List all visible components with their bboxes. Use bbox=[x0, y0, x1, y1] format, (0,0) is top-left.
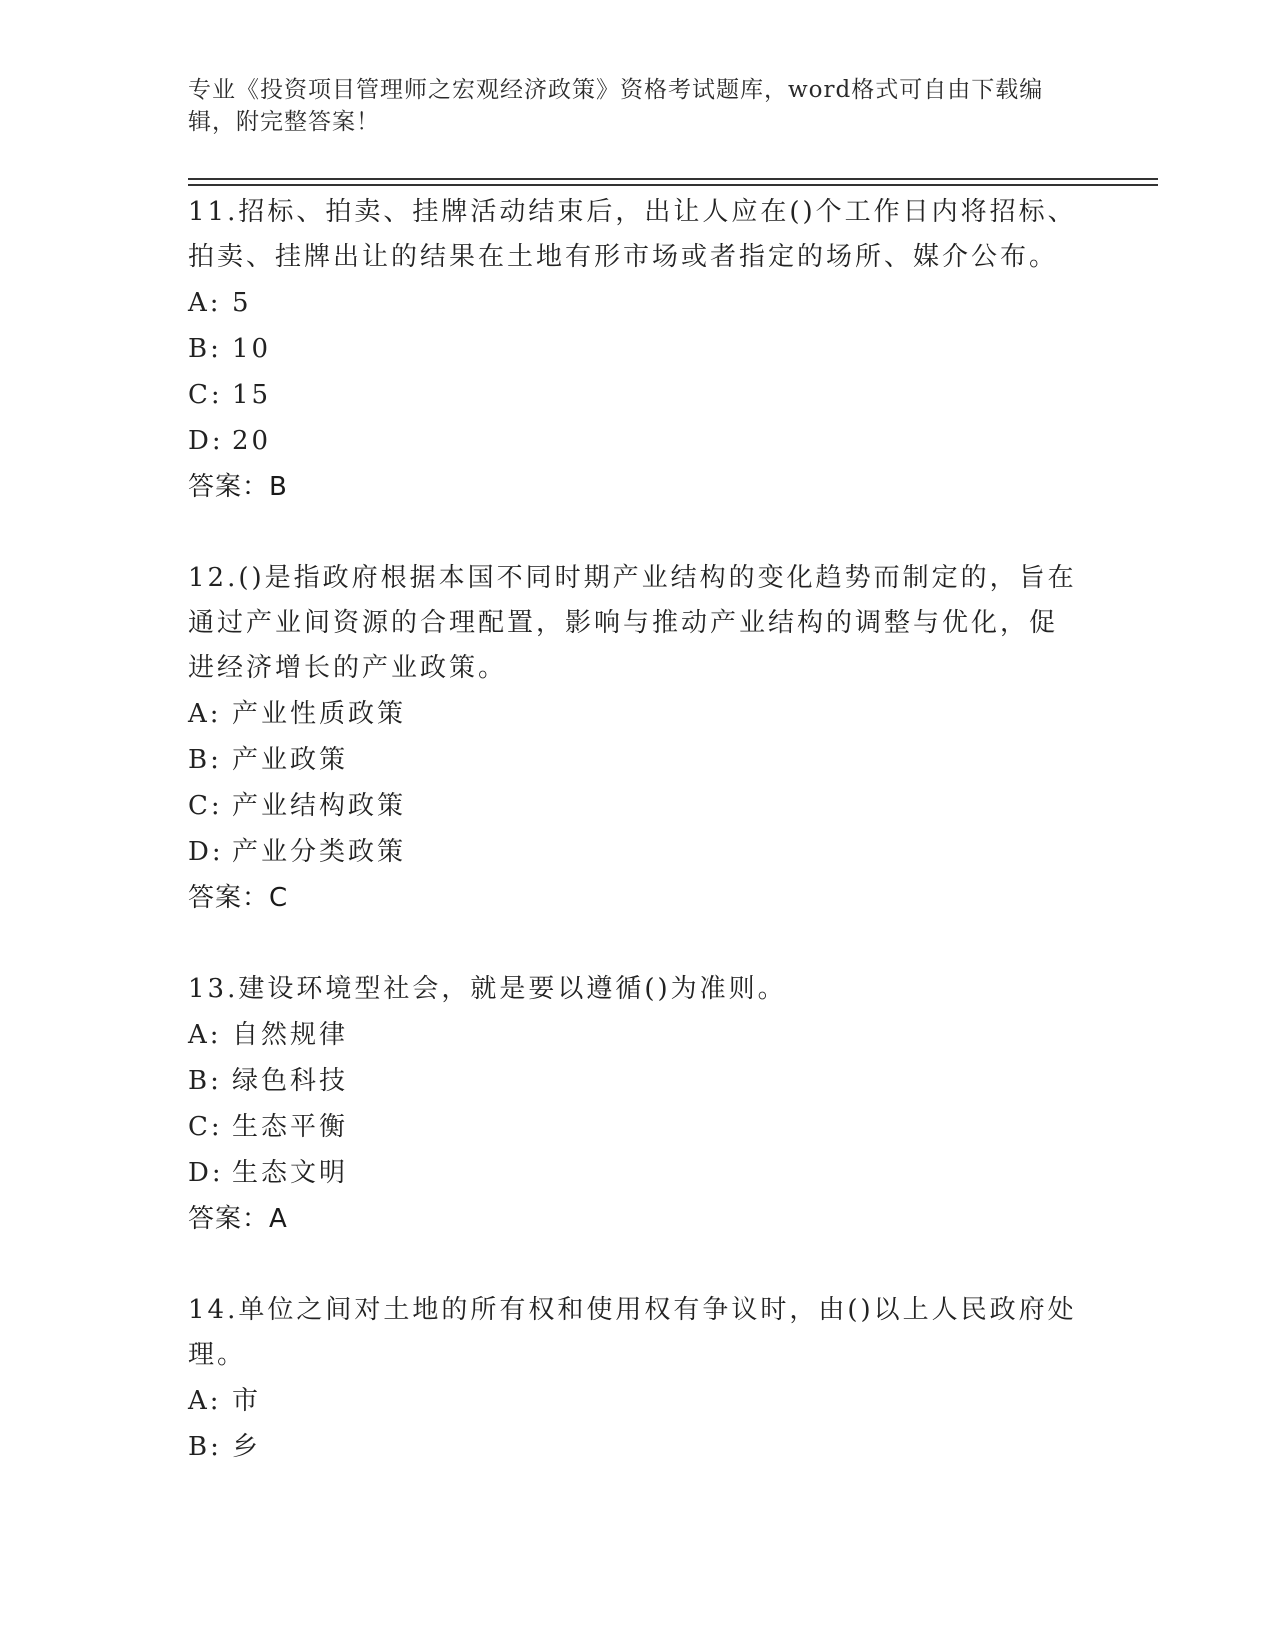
option-letter: A: bbox=[188, 699, 222, 729]
option-text: 自然规律 bbox=[232, 1020, 349, 1050]
option-d bbox=[188, 1150, 1088, 1196]
document-header bbox=[188, 74, 1088, 138]
header-divider-top bbox=[188, 178, 1158, 180]
option-letter: D: bbox=[188, 426, 224, 456]
option-letter: B: bbox=[188, 745, 222, 775]
option-letter: A: bbox=[188, 288, 222, 318]
question-stem-line: 13.建设环境型社会，就是要以遵循()为准则。 bbox=[188, 974, 787, 1004]
option-text: 市 bbox=[232, 1386, 262, 1416]
option-c bbox=[188, 783, 1088, 829]
option-d bbox=[188, 418, 1088, 464]
answer-label: 答案：B bbox=[188, 472, 288, 502]
option-text: 15 bbox=[232, 380, 272, 410]
header-line-1: 专业《投资项目管理师之宏观经济政策》资格考试题库，word格式可自由下载编 bbox=[188, 77, 1044, 103]
question-14 bbox=[188, 1288, 1088, 1470]
option-text: 产业政策 bbox=[232, 745, 349, 775]
option-b bbox=[188, 1424, 1088, 1470]
answer-label: 答案：C bbox=[188, 883, 289, 913]
question-stem-line: 理。 bbox=[188, 1340, 247, 1370]
question-11 bbox=[188, 190, 1088, 510]
option-letter: B: bbox=[188, 334, 222, 364]
option-letter: C: bbox=[188, 1112, 223, 1142]
option-letter: A: bbox=[188, 1386, 222, 1416]
option-letter: B: bbox=[188, 1432, 222, 1462]
option-a bbox=[188, 1012, 1088, 1058]
question-stem-line: 拍卖、挂牌出让的结果在土地有形市场或者指定的场所、媒介公布。 bbox=[188, 242, 1059, 272]
answer-label: 答案：A bbox=[188, 1204, 288, 1234]
question-stem-line: 12.()是指政府根据本国不同时期产业结构的变化趋势而制定的，旨在 bbox=[188, 563, 1077, 593]
option-c bbox=[188, 1104, 1088, 1150]
option-text: 10 bbox=[232, 334, 272, 364]
header-divider-bottom bbox=[188, 184, 1158, 186]
option-text: 生态文明 bbox=[232, 1158, 349, 1188]
option-text: 5 bbox=[232, 288, 252, 318]
option-a bbox=[188, 280, 1088, 326]
question-stem-line: 11.招标、拍卖、挂牌活动结束后，出让人应在()个工作日内将招标、 bbox=[188, 197, 1077, 227]
option-b bbox=[188, 737, 1088, 783]
question-stem-line: 14.单位之间对土地的所有权和使用权有争议时，由()以上人民政府处 bbox=[188, 1295, 1077, 1325]
question-stem-line: 进经济增长的产业政策。 bbox=[188, 653, 508, 683]
option-b bbox=[188, 1058, 1088, 1104]
option-c bbox=[188, 372, 1088, 418]
option-text: 生态平衡 bbox=[232, 1112, 349, 1142]
question-stem-line: 通过产业间资源的合理配置，影响与推动产业结构的调整与优化，促 bbox=[188, 608, 1059, 638]
option-b bbox=[188, 326, 1088, 372]
option-letter: C: bbox=[188, 380, 223, 410]
option-d bbox=[188, 829, 1088, 875]
question-list bbox=[188, 190, 1088, 1516]
option-letter: D: bbox=[188, 1158, 224, 1188]
question-13 bbox=[188, 967, 1088, 1242]
option-text: 产业分类政策 bbox=[232, 837, 407, 867]
option-a bbox=[188, 1378, 1088, 1424]
option-text: 产业结构政策 bbox=[232, 791, 407, 821]
question-12 bbox=[188, 556, 1088, 921]
option-a bbox=[188, 691, 1088, 737]
option-letter: B: bbox=[188, 1066, 222, 1096]
header-line-2: 辑，附完整答案！ bbox=[188, 109, 380, 135]
option-letter: D: bbox=[188, 837, 224, 867]
option-letter: C: bbox=[188, 791, 223, 821]
option-text: 乡 bbox=[232, 1432, 262, 1462]
option-text: 绿色科技 bbox=[232, 1066, 349, 1096]
option-text: 产业性质政策 bbox=[232, 699, 407, 729]
option-letter: A: bbox=[188, 1020, 222, 1050]
option-text: 20 bbox=[232, 426, 272, 456]
